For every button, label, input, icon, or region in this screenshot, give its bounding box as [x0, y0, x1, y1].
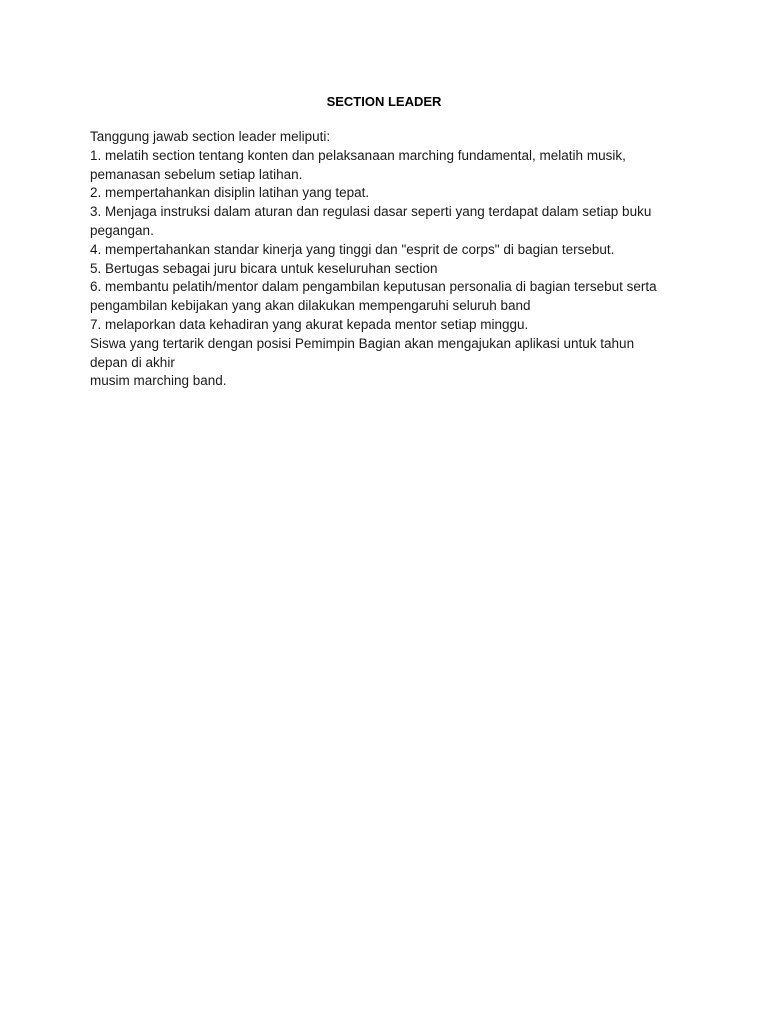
- duty-7-line: 7. melaporkan data kehadiran yang akurat kepada mentor setiap minggu.: [90, 316, 529, 332]
- closing-line-2: depan di akhir: [90, 354, 175, 370]
- closing-line-3: musim marching band.: [90, 373, 227, 389]
- duty-1-line-2: pemanasan sebelum setiap latihan.: [90, 166, 303, 182]
- duty-5-line: 5. Bertugas sebagai juru bicara untuk keseluruhan section: [90, 260, 438, 276]
- duty-6-line-2: pengambilan kebijakan yang akan dilakukan mempengaruhi seluruh band: [90, 298, 531, 314]
- duty-2-line: 2. mempertahankan disiplin latihan yang tepat.: [90, 185, 370, 201]
- closing-line-1: Siswa yang tertarik dengan posisi Pemimpin Bagian akan mengajukan aplikasi untuk tahun: [90, 335, 635, 351]
- intro-line: Tanggung jawab section leader meliputi:: [90, 129, 331, 144]
- duty-3-line-2: pegangan.: [90, 222, 154, 238]
- duty-3-line-1: 3. Menjaga instruksi dalam aturan dan regulasi dasar seperti yang terdapat dalam setiap buku: [90, 204, 652, 220]
- duty-4-line: 4. mempertahankan standar kinerja yang tinggi dan "esprit de corps" di bagian tersebut.: [90, 241, 615, 257]
- duty-6-line-1: 6. membantu pelatih/mentor dalam pengambilan keputusan personalia di bagian tersebut serta: [90, 279, 657, 295]
- document-title: SECTION LEADER: [326, 94, 442, 109]
- document-body: [90, 128, 680, 391]
- duty-1-line-1: 1. melatih section tentang konten dan pelaksanaan marching fundamental, melatih musik,: [90, 147, 626, 163]
